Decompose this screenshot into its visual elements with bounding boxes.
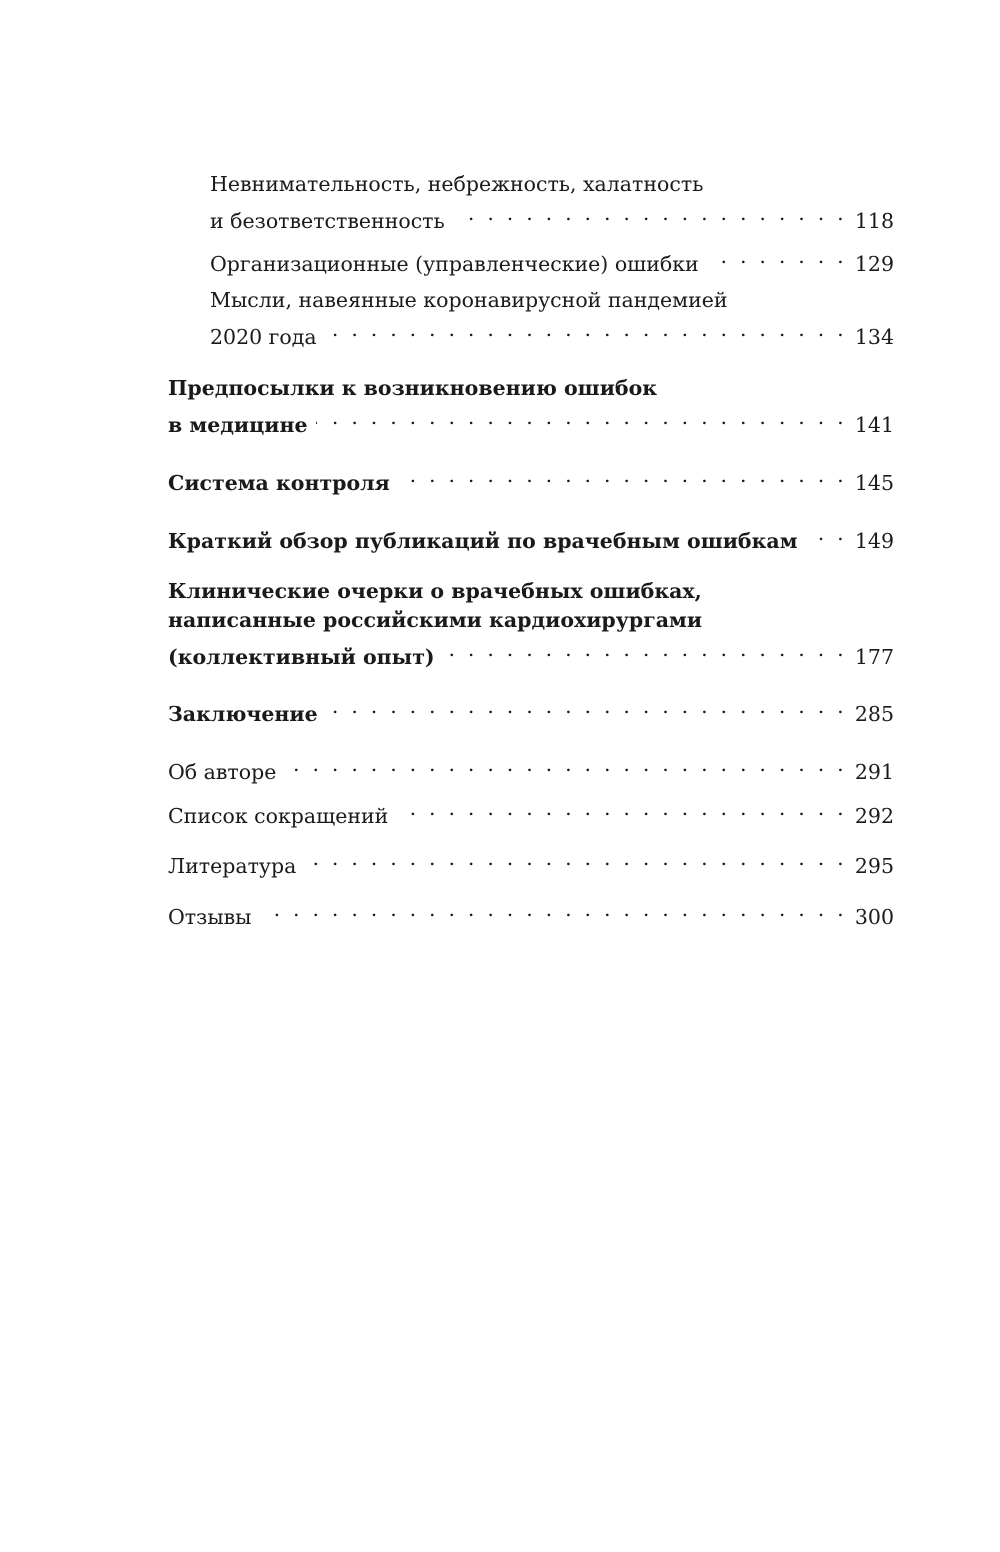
toc-entry-title: и безответственность: [210, 209, 445, 233]
dot-leader: [326, 692, 847, 721]
dot-leader: [260, 895, 847, 924]
dot-leader: [396, 794, 847, 823]
toc-entry-literature[interactable]: [0, 844, 1000, 881]
toc-page-number: 291: [854, 760, 894, 784]
toc-entry-about-author[interactable]: [0, 750, 1000, 787]
toc-entry-title: Отзывы: [168, 905, 252, 929]
toc-page-number: 129: [854, 252, 894, 276]
toc-entry-title: Литература: [168, 854, 297, 878]
toc-entry-organizational-errors[interactable]: [0, 242, 1000, 279]
dot-leader: [806, 519, 847, 548]
toc-entry-prerequisites[interactable]: [0, 374, 1000, 440]
toc-entry-abbreviations[interactable]: [0, 794, 1000, 831]
toc-entry-title: Краткий обзор публикаций по врачебным ошибкам: [168, 529, 798, 553]
dot-leader: [453, 199, 847, 228]
toc-page-number: 141: [854, 413, 894, 437]
toc-entry-title: в медицине: [168, 413, 308, 437]
toc-page-number: 149: [854, 529, 894, 553]
toc-page-number: 285: [854, 702, 894, 726]
toc-page-number: 295: [854, 854, 894, 878]
toc-entry-title: Система контроля: [168, 471, 390, 495]
toc-entry-title: Предпосылки к возникновению ошибок: [168, 376, 658, 400]
toc-entry-publications-review[interactable]: [0, 519, 1000, 556]
toc-page-number: 292: [854, 804, 894, 828]
toc-entry-title: Организационные (управленческие) ошибки: [210, 252, 699, 276]
toc-entry-title: (коллективный опыт): [168, 645, 435, 669]
toc-entry-title: Список сокращений: [168, 804, 389, 828]
toc-entry-pandemic-thoughts[interactable]: [0, 286, 1000, 352]
toc-entry-title: Заключение: [168, 702, 318, 726]
toc-entry-reviews[interactable]: [0, 895, 1000, 932]
dot-leader: [443, 635, 847, 664]
toc-entry-negligence[interactable]: [0, 170, 1000, 236]
dot-leader: [325, 315, 847, 344]
toc-entry-title: Об авторе: [168, 760, 277, 784]
toc-entry-title: 2020 года: [210, 325, 317, 349]
toc-entry-conclusion[interactable]: [0, 692, 1000, 729]
dot-leader: [304, 844, 847, 873]
dot-leader: [284, 750, 846, 779]
toc-page-number: 177: [854, 645, 894, 669]
toc-page-number: 134: [854, 325, 894, 349]
toc-entry-title: Невнимательность, небрежность, халатность: [210, 172, 704, 196]
toc-page-number: 300: [854, 905, 894, 929]
toc-entry-control-system[interactable]: [0, 461, 1000, 498]
dot-leader: [707, 242, 847, 271]
toc-page-number: 145: [854, 471, 894, 495]
toc-entry-clinical-essays[interactable]: [0, 577, 1000, 672]
dot-leader: [316, 403, 847, 432]
toc-entry-title: написанные российскими кардиохирургами: [168, 608, 703, 632]
dot-leader: [398, 461, 847, 490]
toc-page-number: 118: [854, 209, 894, 233]
toc-entry-title: Клинические очерки о врачебных ошибках,: [168, 579, 702, 603]
toc-entry-title: Мысли, навеянные коронавирусной пандемией: [210, 288, 728, 312]
